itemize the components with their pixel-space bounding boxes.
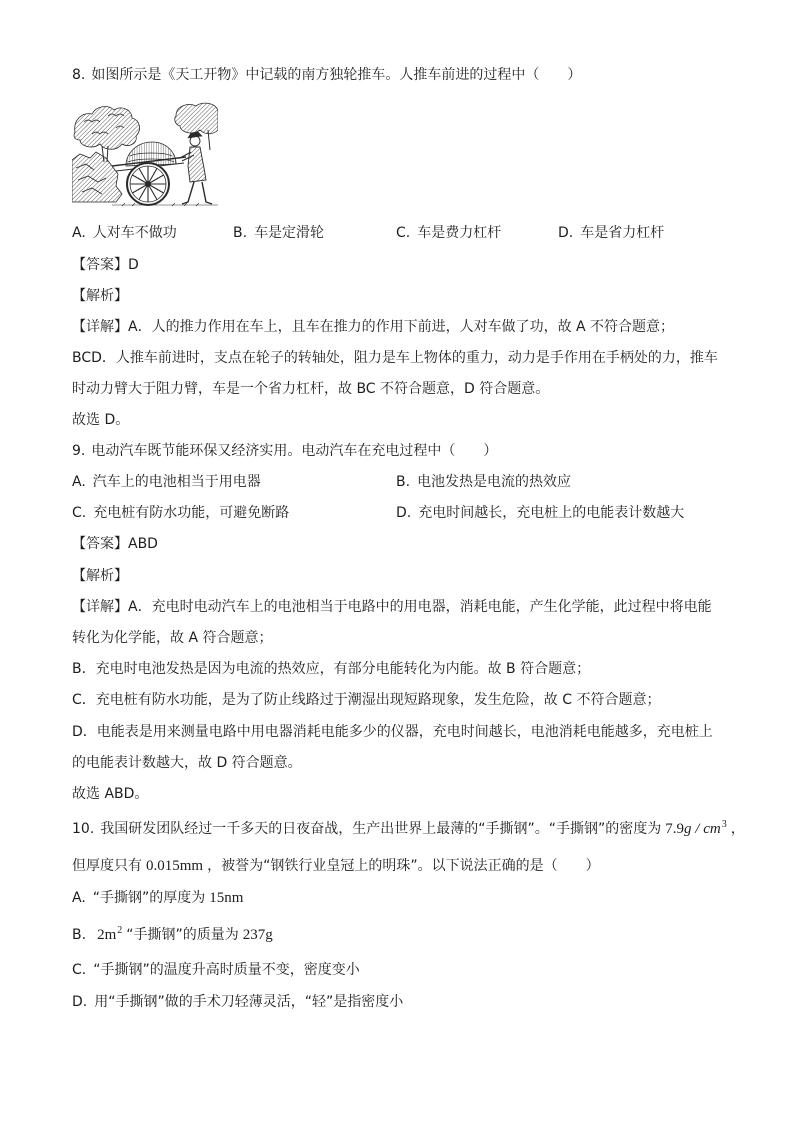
question-8-option-d (558, 223, 664, 243)
question-10-option-b (72, 925, 277, 945)
density-exponent: 3 (721, 819, 727, 830)
option-letter: A. (72, 890, 86, 906)
option-text: 车是省力杠杆 (580, 225, 665, 241)
question-stem-text: ，被誉为“钢铁行业皇冠上的明珠”。以下说法正确的是（ ） (207, 858, 600, 874)
wheelbarrow-woodcut (72, 102, 218, 207)
question-9-detail-line: 转化为化学能，故 A 符合题意； (72, 630, 273, 646)
wheelbarrow-illustration (72, 102, 218, 207)
question-stem-text: 电动汽车既节能环保又经济实用。电动汽车在充电过程中（ ） (91, 443, 498, 459)
option-letter: C. (396, 225, 411, 241)
option-letter: D. (72, 994, 88, 1010)
question-9-answer (72, 534, 158, 554)
question-8-stem (72, 65, 581, 85)
area-value (97, 927, 122, 943)
option-text: 人对车不做功 (92, 225, 177, 241)
question-number: 8. (72, 67, 86, 83)
question-8-conclusion: 故选 D。 (72, 412, 130, 428)
option-letter: B. (396, 474, 411, 490)
option-text: 用“手撕钢”做的手术刀轻薄灵活，“轻”是指密度小 (94, 994, 404, 1010)
question-8-option-b (233, 223, 324, 243)
option-letter: A. (72, 225, 86, 241)
question-stem-text: 但厚度只有 (72, 858, 142, 874)
option-letter: B. (233, 225, 248, 241)
answer-label: 【答案】 (72, 257, 128, 273)
option-letter: D. (396, 505, 412, 521)
question-9-conclusion: 故选 ABD。 (72, 786, 149, 802)
area-exponent: 2 (117, 925, 123, 936)
option-letter: C. (72, 505, 87, 521)
wheel (127, 163, 169, 205)
question-8-option-a (72, 223, 177, 243)
question-9-option-a (72, 472, 261, 492)
question-8-detail-line: 时动力臂大于阻力臂，车是一个省力杠杆，故 BC 不符合题意，D 符合题意。 (72, 381, 550, 397)
density-value: 7.9 (665, 821, 685, 837)
question-10-option-d (72, 992, 403, 1012)
detail-text: A．充电时电动汽车上的电池相当于电路中的用电器，消耗电能，产生化学能，此过程中将电能 (128, 599, 712, 615)
option-text: 汽车上的电池相当于用电器 (92, 474, 261, 490)
person (180, 132, 212, 204)
question-stem-text: 如图所示是《天工开物》中记载的南方独轮推车。人推车前进的过程中（ ） (91, 67, 582, 83)
option-letter: A. (72, 474, 86, 490)
question-8-detail-line (72, 317, 674, 337)
question-9-option-c (72, 503, 289, 523)
question-9-stem (72, 441, 497, 461)
option-text: 车是定滑轮 (254, 225, 325, 241)
option-value: 237g (242, 927, 273, 943)
question-9-detail-line: B．充电时电池发热是因为电流的热效应，有部分电能转化为内能。故 B 符合题意； (72, 661, 591, 677)
option-text: 充电时间越长，充电桩上的电能表计数越大 (418, 505, 685, 521)
answer-value: D (128, 257, 139, 273)
question-8-detail-line: BCD．人推车前进时，支点在轮子的转轴处，阻力是车上物体的重力，动力是手作用在手柄处的力，推车 (72, 350, 718, 366)
question-10-option-a (72, 888, 247, 908)
answer-label: 【答案】 (72, 536, 128, 552)
question-number: 9. (72, 443, 86, 459)
question-10-option-c (72, 960, 360, 980)
detail-label: 【详解】 (72, 599, 128, 615)
question-9-detail-line: 的电能表计数越大，故 D 符合题意。 (72, 755, 302, 771)
question-10-stem-line-2 (72, 856, 600, 876)
density-expression (665, 821, 726, 837)
option-text: “手撕钢”的厚度为 (92, 890, 206, 906)
thickness-value: 0.015mm (146, 858, 204, 874)
option-text: 电池发热是电流的热效应 (417, 474, 572, 490)
option-letter: C. (72, 962, 87, 978)
question-stem-text: ， (730, 821, 745, 837)
question-number: 10. (72, 821, 95, 837)
question-8-answer (72, 255, 139, 275)
option-text: “手撕钢”的温度升高时质量不变，密度变小 (93, 962, 360, 978)
detail-text: A．人的推力作用在车上，且车在推力的作用下前进，人对车做了功，故 A 不符合题意； (128, 319, 675, 335)
question-10-stem-line-1 (72, 819, 745, 839)
question-9-detail-line: D．电能表是用来测量电路中用电器消耗电能多少的仪器，充电时间越长，电池消耗电能越多，充电桩上 (72, 724, 713, 740)
question-8-option-c (396, 223, 501, 243)
option-text: 充电桩有防水功能，可避免断路 (93, 505, 290, 521)
question-9-option-d (396, 503, 684, 523)
density-unit: g / cm (684, 821, 721, 837)
question-stem-text: 我国研发团队经过一千多天的日夜奋战，生产出世界上最薄的“手撕钢”。“手撕钢”的密度为 (100, 821, 662, 837)
question-9-detail-line (72, 597, 712, 617)
option-letter: D. (558, 225, 574, 241)
ground (112, 203, 218, 206)
option-text: “手撕钢”的质量为 (126, 927, 239, 943)
option-letter: B. (72, 927, 87, 943)
answer-value: ABD (128, 536, 158, 552)
question-9-analysis-label: 【解析】 (72, 568, 128, 584)
detail-label: 【详解】 (72, 319, 128, 335)
question-9-detail-line: C．充电桩有防水功能，是为了防止线路过于潮湿出现短路现象，发生危险，故 C 不符合题意； (72, 692, 661, 708)
option-text: 车是费力杠杆 (417, 225, 502, 241)
area-base: 2m (97, 927, 117, 943)
option-value: 15nm (209, 890, 244, 906)
rocks (72, 152, 122, 202)
question-9-option-b (396, 472, 571, 492)
question-8-analysis-label: 【解析】 (72, 288, 128, 304)
